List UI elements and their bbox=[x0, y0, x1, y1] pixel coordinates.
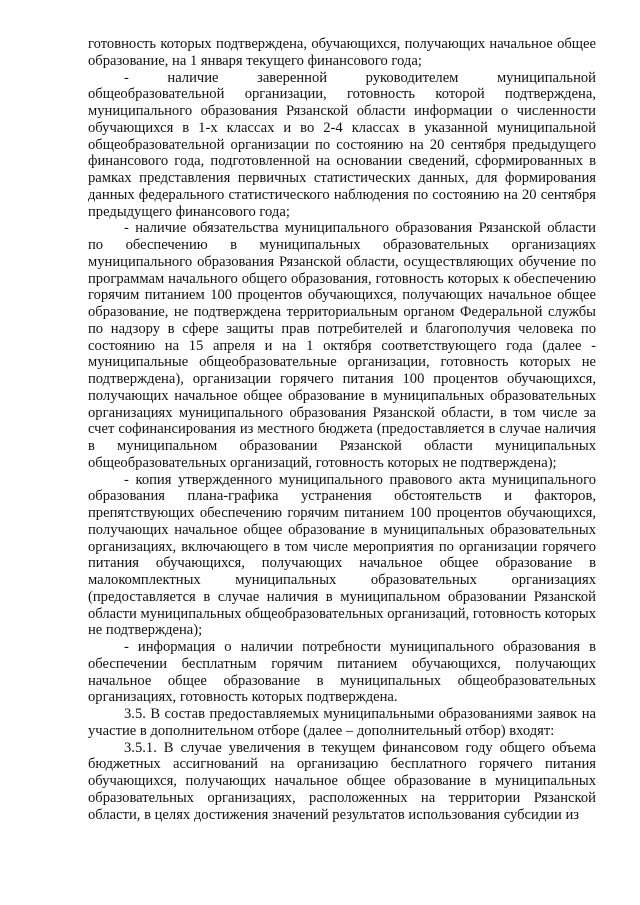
paragraph-continuation: готовность которых подтверждена, обучающихся, получающих начальное общее образование, на 1 января текущего финансового года; bbox=[88, 36, 596, 69]
paragraph-need-info: - информация о наличии потребности муниципального образования в обеспечении бесплатным горячим питанием обучающихся, получающих начальное общее образование в муниципальных общеобразовательных организациях, готовность которых подтверждена. bbox=[88, 639, 596, 706]
paragraph-section-3-5: 3.5. В состав предоставляемых муниципальными образованиями заявок на участие в дополнительном отборе (далее – дополнительный отбор) входят: bbox=[88, 706, 596, 739]
paragraph-obligation: - наличие обязательства муниципального образования Рязанской области по обеспечению в муниципальных образовательных организациях муниципального образования Рязанской области, осуществляющих обучение по программам начального общего образования, готовность которых к обеспечению горячим питанием 100 процентов обучающихся, получающих начальное общее образование, не подтверждена территориальным органом Федеральной службы по надзору в сфере защиты прав потребителей и благополучия человека по состоянию на 15 апреля и на 1 октября соответствующего года (далее - муниципальные общеобразовательные организации, готовность которых не подтверждена), организации горячего питания 100 процентов обучающихся, получающих начальное общее образование в муниципальных образовательных организациях муниципального образования Рязанской области, в том числе за счет софинансирования из местного бюджета (предоставляется в случае наличия в муниципальном образовании Рязанской области муниципальных общеобразовательных организаций, готовность которых не подтверждена); bbox=[88, 220, 596, 471]
paragraph-statistics-info: - наличие заверенной руководителем муниципальной общеобразовательной организации, готовность которой подтверждена, муниципального образования Рязанской области информации о численности обучающихся в 1-х классах и во 2-4 классах в указанной муниципальной общеобразовательной организации по состоянию на 20 сентября предыдущего финансового года, подготовленной на основании сведений, сформированных в рамках представления первичных статистических данных, для формирования данных федерального статистического наблюдения по состоянию на 20 сентября предыдущего финансового года; bbox=[88, 69, 596, 220]
document-body bbox=[88, 36, 596, 823]
paragraph-section-3-5-1: 3.5.1. В случае увеличения в текущем финансовом году общего объема бюджетных ассигнований на организацию бесплатного горячего питания обучающихся, получающих начальное общее образование в муниципальных образовательных организациях, расположенных на территории Рязанской области, в целях достижения значений результатов использования субсидии из bbox=[88, 739, 596, 823]
paragraph-schedule-copy: - копия утвержденного муниципального правового акта муниципального образования плана-графика устранения обстоятельств и факторов, препятствующих обеспечению горячим питанием 100 процентов обучающихся, получающих начальное общее образование в муниципальных образовательных организациях, включающего в том числе мероприятия по организации горячего питания обучающихся, получающих начальное общее образование в малокомплектных муниципальных образовательных организациях (предоставляется в случае наличия в муниципальном образовании Рязанской области муниципальных общеобразовательных организаций, готовность которых не подтверждена); bbox=[88, 471, 596, 639]
